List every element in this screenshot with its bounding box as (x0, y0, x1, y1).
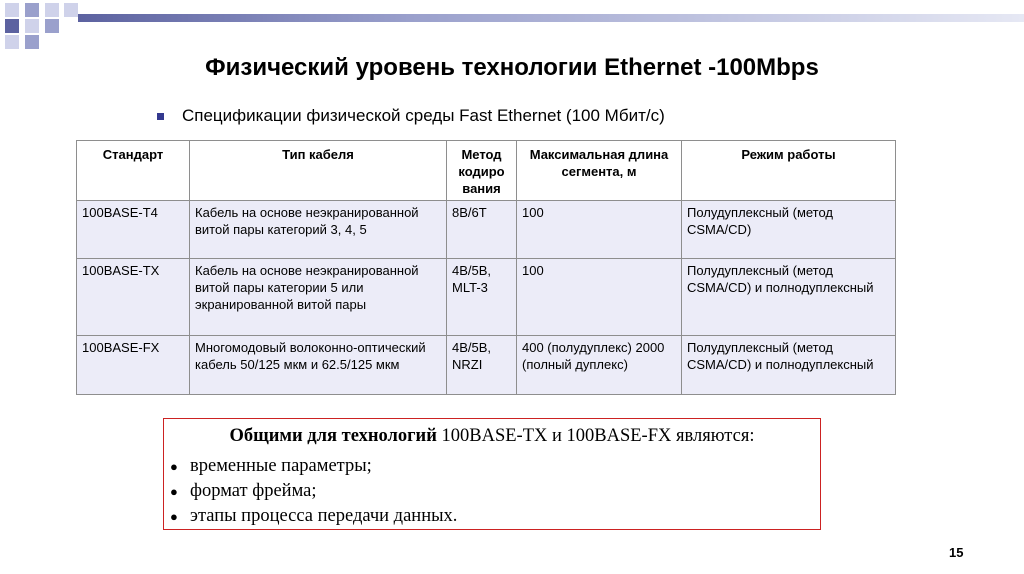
table-cell: Полудуплексный (метод CSMA/CD) (682, 201, 896, 259)
header-cell: Максимальная длина сегмента, м (517, 141, 682, 201)
top-decoration (0, 0, 1024, 52)
bullet-line (157, 106, 665, 126)
list-item (170, 479, 457, 504)
deco-bar (78, 14, 1024, 22)
list-item-text: формат фрейма; (190, 481, 317, 501)
heading-rest: 100BASE-TX и 100BASE-FX являются: (441, 426, 755, 446)
deco-square (25, 3, 39, 17)
table-cell: Полудуплексный (метод CSMA/CD) и полнодуплексный (682, 259, 896, 336)
table-cell: 8B/6T (447, 201, 517, 259)
square-bullet-icon (157, 113, 164, 120)
table-cell: 400 (полудуплекс) 2000 (полный дуплекс) (517, 336, 682, 395)
list-item-text: временные параметры; (190, 456, 372, 476)
header-cell: Стандарт (77, 141, 190, 201)
bullet-dot-icon: ● (170, 458, 178, 474)
bullet-dot-icon: ● (170, 508, 178, 524)
table-cell: Полудуплексный (метод CSMA/CD) и полнодуплексный (682, 336, 896, 395)
bullet-text: Спецификации физической среды Fast Ethernet (100 Мбит/с) (182, 106, 665, 125)
list-item (170, 504, 457, 529)
table-cell: 4B/5B, MLT-3 (447, 259, 517, 336)
table-row (77, 201, 896, 259)
deco-square (5, 19, 19, 33)
table-cell: Кабель на основе неэкранированной витой пары категорий 3, 4, 5 (190, 201, 447, 259)
common-features-box (163, 418, 821, 530)
deco-square (25, 19, 39, 33)
list-item-text: этапы процесса передачи данных. (190, 506, 458, 526)
table-row (77, 259, 896, 336)
page-number: 15 (949, 545, 964, 560)
deco-square (64, 3, 78, 17)
common-features-heading (164, 426, 820, 447)
deco-square (45, 19, 59, 33)
table-cell: 100 (517, 259, 682, 336)
table-cell: 4B/5B, NRZI (447, 336, 517, 395)
table-cell: 100BASE-FX (77, 336, 190, 395)
slide-title: Физический уровень технологии Ethernet -100Mbps (205, 54, 819, 81)
table-header-row (77, 141, 896, 201)
header-cell: Тип кабеля (190, 141, 447, 201)
table-cell: 100BASE-TX (77, 259, 190, 336)
bullet-dot-icon: ● (170, 483, 178, 499)
table-row (77, 336, 896, 395)
header-cell: Режим работы (682, 141, 896, 201)
list-item (170, 454, 457, 479)
table-cell: 100 (517, 201, 682, 259)
table-cell: Многомодовый волоконно-оптический кабель 50/125 мкм и 62.5/125 мкм (190, 336, 447, 395)
header-cell: Метод кодиро вания (447, 141, 517, 201)
heading-bold: Общими для технологий (229, 426, 437, 446)
deco-square (5, 3, 19, 17)
deco-square (25, 35, 39, 49)
common-features-list (170, 454, 457, 529)
deco-square (45, 3, 59, 17)
spec-table (76, 140, 896, 395)
table-cell: Кабель на основе неэкранированной витой пары категории 5 или экранированной витой пары (190, 259, 447, 336)
table-cell: 100BASE-T4 (77, 201, 190, 259)
deco-square (5, 35, 19, 49)
